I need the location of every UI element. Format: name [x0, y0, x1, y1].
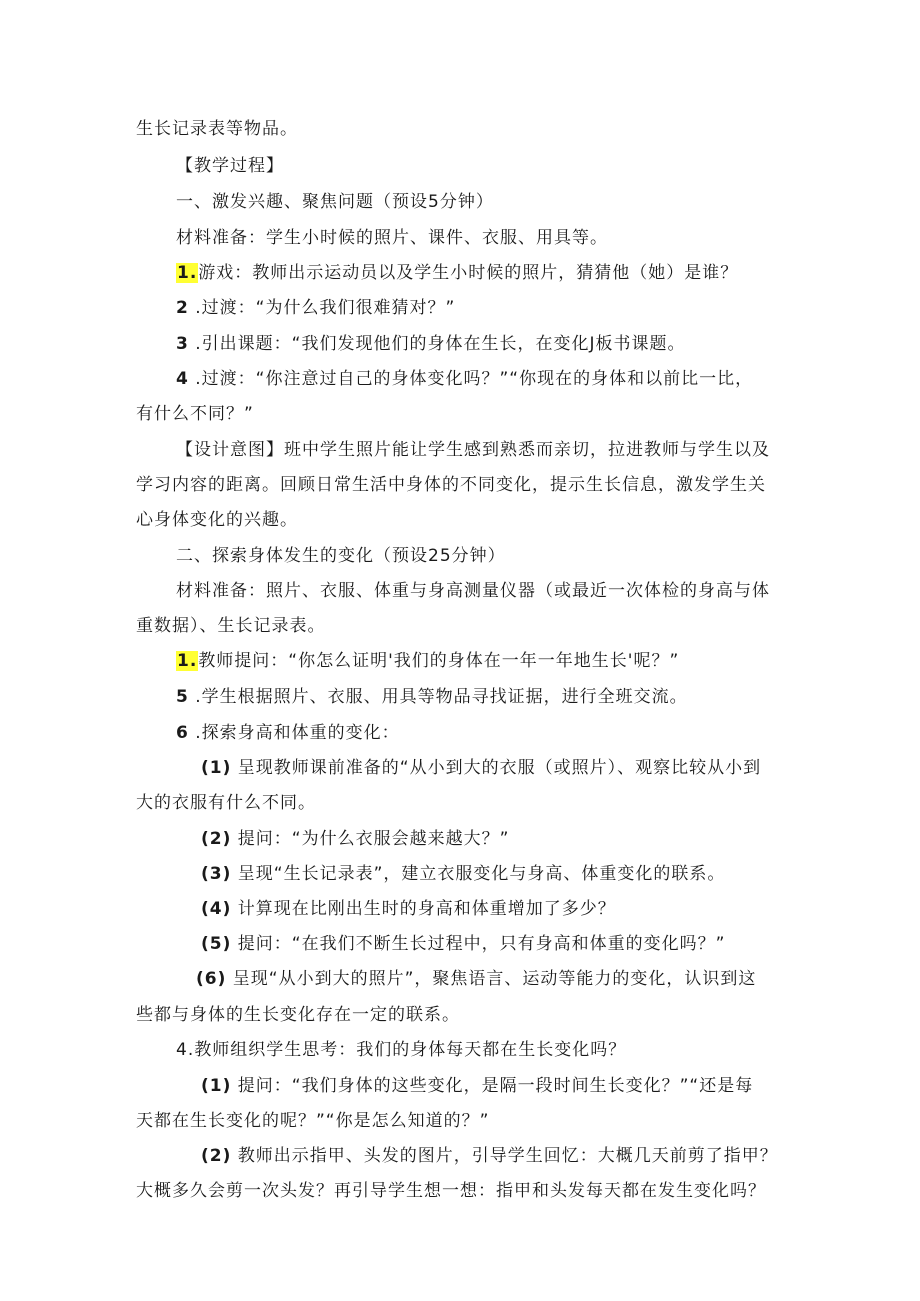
section-heading: 一、激发兴趣、聚焦问题（预设5分钟）: [176, 192, 494, 212]
text-line: 有什么不同？”: [136, 404, 254, 424]
sub-item: (2) 提问：“为什么衣服会越来越大？”: [201, 829, 510, 849]
list-item: 1.游戏：教师出示运动员以及学生小时候的照片，猜猜他（她）是谁？: [177, 263, 739, 283]
list-item: 1.教师提问：“你怎么证明'我们的身体在一年一年地生长'呢？”: [177, 651, 680, 671]
list-item: 4.教师组织学生思考：我们的身体每天都在生长变化吗？: [176, 1040, 627, 1060]
sub-item: (2) 教师出示指甲、头发的图片，引导学生回忆：大概几天前剪了指甲？: [201, 1146, 778, 1166]
section-heading: 【教学过程】: [176, 156, 284, 176]
text-line: 材料准备：照片、衣服、体重与身高测量仪器（或最近一次体检的身高与体: [176, 581, 770, 601]
text-line: 材料准备：学生小时候的照片、课件、衣服、用具等。: [176, 228, 608, 248]
list-item: 5 .学生根据照片、衣服、用具等物品寻找证据，进行全班交流。: [176, 687, 688, 707]
highlight-marker: 1.: [177, 263, 198, 283]
section-heading: 二、探索身体发生的变化（预设25分钟）: [176, 546, 506, 566]
sub-item: (5) 提问：“在我们不断生长过程中，只有身高和体重的变化吗？”: [201, 934, 726, 954]
highlight-marker: 1.: [177, 651, 198, 671]
list-item: 2 .过渡：“为什么我们很难猜对？”: [176, 298, 456, 318]
text-line: 大概多久会剪一次头发？再引导学生想一想：指甲和头发每天都在发生变化吗？: [136, 1181, 766, 1201]
sub-item: (3) 呈现“生长记录表”，建立衣服变化与身高、体重变化的联系。: [201, 864, 726, 884]
list-item: 6 .探索身高和体重的变化：: [176, 723, 400, 743]
text-line: 生长记录表等物品。: [136, 119, 298, 139]
design-intent: 【设计意图】班中学生照片能让学生感到熟悉而亲切，拉进教师与学生以及: [176, 440, 770, 460]
list-item: 3 .引出课题：“我们发现他们的身体在生长，在变化J板书课题。: [176, 334, 686, 354]
sub-item: (1) 呈现教师课前准备的“从小到大的衣服（或照片）、观察比较从小到: [201, 758, 762, 778]
sub-item: (4) 计算现在比刚出生时的身高和体重增加了多少？: [201, 899, 616, 919]
list-item: 4 .过渡：“你注意过自己的身体变化吗？”“你现在的身体和以前比一比，: [176, 369, 754, 389]
text-line: 些都与身体的生长变化存在一定的联系。: [136, 1005, 460, 1025]
text-line: 重数据）、生长记录表。: [136, 616, 326, 636]
sub-item: (1) 提问：“我们身体的这些变化，是隔一段时间生长变化？”“还是每: [201, 1076, 754, 1096]
text-line: 天都在生长变化的呢？”“你是怎么知道的？”: [136, 1111, 490, 1131]
text-line: 心身体变化的兴趣。: [136, 510, 298, 530]
text-line: 学习内容的距离。回顾日常生活中身体的不同变化，提示生长信息，激发学生关: [136, 475, 766, 495]
sub-item: (6) 呈现“从小到大的照片”，聚焦语言、运动等能力的变化，认识到这: [196, 969, 757, 989]
text-line: 大的衣服有什么不同。: [136, 793, 316, 813]
